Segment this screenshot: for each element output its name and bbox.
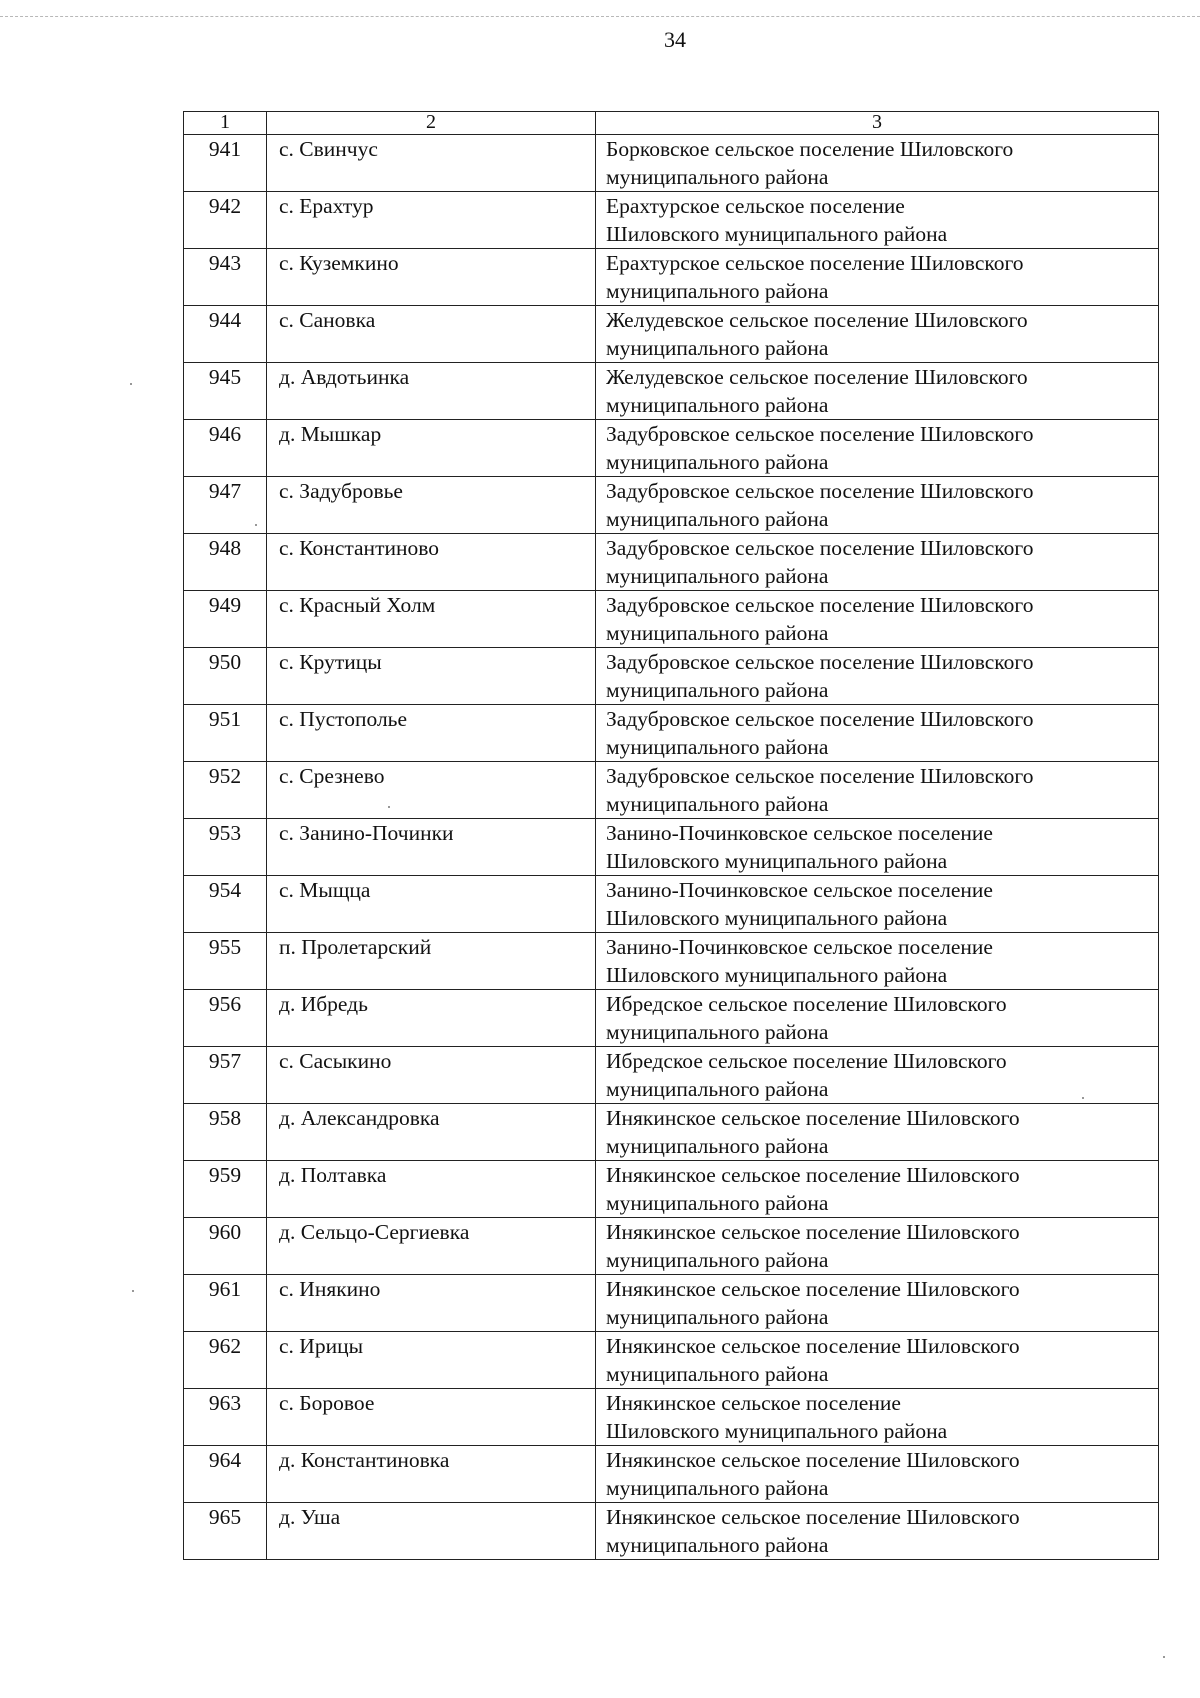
- locality-name-cell: д. Сельцо-Сергиевка: [267, 1218, 596, 1275]
- settlement-cell: [596, 819, 1159, 876]
- table-row: [184, 591, 1159, 648]
- row-number-cell: 943: [184, 249, 267, 306]
- settlement-cell: [596, 534, 1159, 591]
- settlement-line-1: Инякинское сельское поселение Шиловского: [606, 1277, 1020, 1301]
- settlement-cell: [596, 135, 1159, 192]
- scan-speck: [255, 524, 257, 526]
- locality-name-cell: с. Задубровье: [267, 477, 596, 534]
- settlement-cell: [596, 249, 1159, 306]
- column-header-settlement: 3: [596, 112, 1159, 135]
- settlement-line-2: муниципального района: [606, 450, 829, 474]
- settlement-cell: [596, 363, 1159, 420]
- settlement-line-2: Шиловского муниципального района: [606, 963, 948, 987]
- locality-name-cell: с. Сановка: [267, 306, 596, 363]
- settlement-line-1: Инякинское сельское поселение: [606, 1391, 901, 1415]
- table-row: [184, 534, 1159, 591]
- table-row: [184, 477, 1159, 534]
- scan-speck: [388, 806, 390, 808]
- settlement-cell: [596, 1104, 1159, 1161]
- settlement-line-2: муниципального района: [606, 1248, 829, 1272]
- locality-name-cell: д. Уша: [267, 1503, 596, 1560]
- settlement-line-2: муниципального района: [606, 507, 829, 531]
- table-row: [184, 648, 1159, 705]
- scan-speck: [1163, 1656, 1165, 1658]
- locality-name-cell: с. Боровое: [267, 1389, 596, 1446]
- table-row: [184, 306, 1159, 363]
- settlement-line-2: муниципального района: [606, 1362, 829, 1386]
- table-row: [184, 1275, 1159, 1332]
- page-number: 34: [664, 27, 686, 52]
- locality-name-cell: д. Ибредь: [267, 990, 596, 1047]
- locality-name-cell: с. Инякино: [267, 1275, 596, 1332]
- settlement-line-1: Задубровское сельское поселение Шиловского: [606, 593, 1034, 617]
- settlement-line-1: Задубровское сельское поселение Шиловского: [606, 650, 1034, 674]
- row-number-cell: 946: [184, 420, 267, 477]
- settlement-line-2: муниципального района: [606, 1020, 829, 1044]
- settlement-cell: [596, 192, 1159, 249]
- locality-name-cell: д. Полтавка: [267, 1161, 596, 1218]
- row-number-cell: 954: [184, 876, 267, 933]
- settlement-cell: [596, 477, 1159, 534]
- settlement-line-1: Инякинское сельское поселение Шиловского: [606, 1220, 1020, 1244]
- locality-name-cell: с. Срезнево: [267, 762, 596, 819]
- settlement-line-2: Шиловского муниципального района: [606, 1419, 948, 1443]
- settlement-line-1: Инякинское сельское поселение Шиловского: [606, 1505, 1020, 1529]
- scan-speck: [1082, 1097, 1084, 1099]
- table-row: [184, 762, 1159, 819]
- locality-name-cell: с. Красный Холм: [267, 591, 596, 648]
- row-number-cell: 951: [184, 705, 267, 762]
- table-row: [184, 1389, 1159, 1446]
- settlement-line-1: Занино-Починковское сельское поселение: [606, 935, 993, 959]
- settlement-cell: [596, 876, 1159, 933]
- settlement-cell: [596, 1161, 1159, 1218]
- scan-top-edge: [0, 16, 1200, 17]
- row-number-cell: 941: [184, 135, 267, 192]
- table-row: [184, 135, 1159, 192]
- settlement-line-1: Инякинское сельское поселение Шиловского: [606, 1106, 1020, 1130]
- locality-name-cell: д. Константиновка: [267, 1446, 596, 1503]
- settlement-cell: [596, 933, 1159, 990]
- settlement-line-2: муниципального района: [606, 1533, 829, 1557]
- row-number-cell: 947: [184, 477, 267, 534]
- settlement-line-2: муниципального района: [606, 678, 829, 702]
- settlement-cell: [596, 762, 1159, 819]
- table-row: [184, 1104, 1159, 1161]
- table-row: [184, 249, 1159, 306]
- settlement-cell: [596, 1503, 1159, 1560]
- settlement-cell: [596, 591, 1159, 648]
- row-number-cell: 957: [184, 1047, 267, 1104]
- settlement-line-2: муниципального района: [606, 1305, 829, 1329]
- settlement-line-1: Занино-Починковское сельское поселение: [606, 821, 993, 845]
- settlement-cell: [596, 1275, 1159, 1332]
- row-number-cell: 958: [184, 1104, 267, 1161]
- scan-speck: [132, 1290, 134, 1292]
- settlement-cell: [596, 420, 1159, 477]
- settlement-line-1: Инякинское сельское поселение Шиловского: [606, 1334, 1020, 1358]
- table-row: [184, 1446, 1159, 1503]
- settlement-cell: [596, 648, 1159, 705]
- table-row: [184, 990, 1159, 1047]
- settlement-line-2: Шиловского муниципального района: [606, 222, 948, 246]
- settlement-cell: [596, 1047, 1159, 1104]
- row-number-cell: 953: [184, 819, 267, 876]
- row-number-cell: 959: [184, 1161, 267, 1218]
- table-row: [184, 1332, 1159, 1389]
- settlement-cell: [596, 306, 1159, 363]
- locality-name-cell: с. Константиново: [267, 534, 596, 591]
- table-row: [184, 1218, 1159, 1275]
- table-header-row: [184, 112, 1159, 135]
- locality-name-cell: с. Пустополье: [267, 705, 596, 762]
- locality-name-cell: с. Занино-Починки: [267, 819, 596, 876]
- row-number-cell: 961: [184, 1275, 267, 1332]
- settlement-line-2: муниципального района: [606, 564, 829, 588]
- locality-name-cell: д. Александровка: [267, 1104, 596, 1161]
- scan-speck: [130, 383, 132, 385]
- settlement-line-1: Ерахтурское сельское поселение Шиловского: [606, 251, 1024, 275]
- column-header-number: 1: [184, 112, 267, 135]
- settlement-line-1: Борковское сельское поселение Шиловского: [606, 137, 1014, 161]
- settlements-table: [183, 111, 1159, 1560]
- table-row: [184, 1161, 1159, 1218]
- row-number-cell: 963: [184, 1389, 267, 1446]
- locality-name-cell: д. Авдотьинка: [267, 363, 596, 420]
- settlement-line-1: Задубровское сельское поселение Шиловского: [606, 422, 1034, 446]
- settlement-line-1: Инякинское сельское поселение Шиловского: [606, 1448, 1020, 1472]
- locality-name-cell: с. Свинчус: [267, 135, 596, 192]
- row-number-cell: 960: [184, 1218, 267, 1275]
- locality-name-cell: с. Мыщца: [267, 876, 596, 933]
- settlement-cell: [596, 1446, 1159, 1503]
- row-number-cell: 950: [184, 648, 267, 705]
- settlement-line-1: Задубровское сельское поселение Шиловского: [606, 707, 1034, 731]
- table-row: [184, 933, 1159, 990]
- column-header-name: 2: [267, 112, 596, 135]
- row-number-cell: 944: [184, 306, 267, 363]
- row-number-cell: 949: [184, 591, 267, 648]
- settlement-line-2: Шиловского муниципального района: [606, 906, 948, 930]
- row-number-cell: 955: [184, 933, 267, 990]
- table-row: [184, 876, 1159, 933]
- row-number-cell: 948: [184, 534, 267, 591]
- table-row: [184, 1047, 1159, 1104]
- row-number-cell: 964: [184, 1446, 267, 1503]
- settlement-line-2: муниципального района: [606, 621, 829, 645]
- table-row: [184, 420, 1159, 477]
- settlement-line-1: Желудевское сельское поселение Шиловского: [606, 365, 1028, 389]
- settlement-cell: [596, 705, 1159, 762]
- locality-name-cell: с. Куземкино: [267, 249, 596, 306]
- settlement-line-1: Желудевское сельское поселение Шиловского: [606, 308, 1028, 332]
- row-number-cell: 952: [184, 762, 267, 819]
- settlement-line-2: муниципального района: [606, 336, 829, 360]
- settlement-line-2: муниципального района: [606, 393, 829, 417]
- settlement-line-2: муниципального района: [606, 735, 829, 759]
- table-row: [184, 819, 1159, 876]
- settlement-line-2: муниципального района: [606, 1476, 829, 1500]
- settlement-cell: [596, 990, 1159, 1047]
- locality-name-cell: с. Ирицы: [267, 1332, 596, 1389]
- table-row: [184, 705, 1159, 762]
- settlement-line-1: Инякинское сельское поселение Шиловского: [606, 1163, 1020, 1187]
- settlement-cell: [596, 1332, 1159, 1389]
- settlement-line-2: муниципального района: [606, 279, 829, 303]
- row-number-cell: 956: [184, 990, 267, 1047]
- settlement-line-2: муниципального района: [606, 165, 829, 189]
- row-number-cell: 945: [184, 363, 267, 420]
- table-row: [184, 1503, 1159, 1560]
- locality-name-cell: д. Мышкар: [267, 420, 596, 477]
- settlement-line-1: Задубровское сельское поселение Шиловского: [606, 764, 1034, 788]
- settlement-line-2: муниципального района: [606, 1134, 829, 1158]
- row-number-cell: 942: [184, 192, 267, 249]
- settlement-cell: [596, 1389, 1159, 1446]
- locality-name-cell: п. Пролетарский: [267, 933, 596, 990]
- locality-name-cell: с. Крутицы: [267, 648, 596, 705]
- settlement-line-1: Ибредское сельское поселение Шиловского: [606, 1049, 1007, 1073]
- settlement-line-1: Ерахтурское сельское поселение: [606, 194, 905, 218]
- settlement-line-2: муниципального района: [606, 792, 829, 816]
- row-number-cell: 965: [184, 1503, 267, 1560]
- settlement-line-2: муниципального района: [606, 1191, 829, 1215]
- settlement-line-1: Задубровское сельское поселение Шиловского: [606, 479, 1034, 503]
- settlement-line-1: Задубровское сельское поселение Шиловского: [606, 536, 1034, 560]
- table-row: [184, 363, 1159, 420]
- settlement-line-2: Шиловского муниципального района: [606, 849, 948, 873]
- settlement-line-1: Занино-Починковское сельское поселение: [606, 878, 993, 902]
- locality-name-cell: с. Ерахтур: [267, 192, 596, 249]
- row-number-cell: 962: [184, 1332, 267, 1389]
- settlement-cell: [596, 1218, 1159, 1275]
- locality-name-cell: с. Сасыкино: [267, 1047, 596, 1104]
- settlement-line-2: муниципального района: [606, 1077, 829, 1101]
- table-row: [184, 192, 1159, 249]
- settlement-line-1: Ибредское сельское поселение Шиловского: [606, 992, 1007, 1016]
